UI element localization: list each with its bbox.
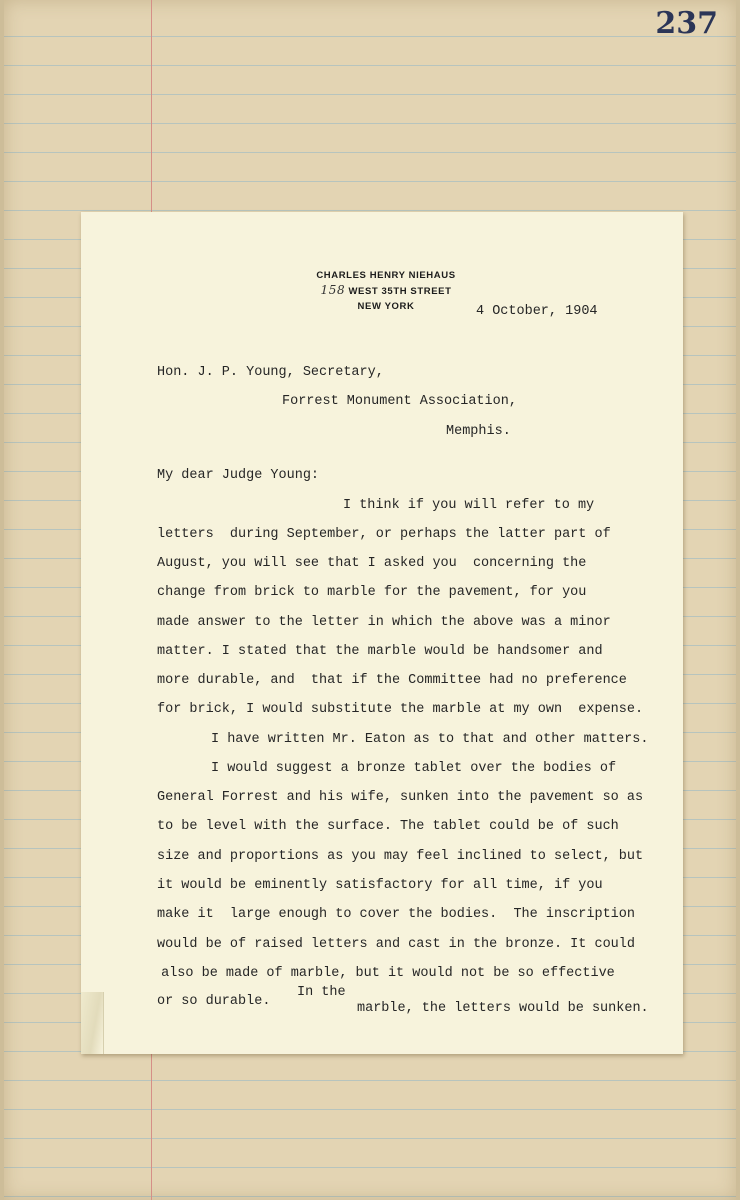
body-line: make it large enough to cover the bodies. The inscription [157,907,635,922]
letterhead [311,268,461,314]
letterhead-street-line [311,283,461,299]
handwritten-street-number: 158 [320,283,346,297]
body-line: for brick, I would substitute the marble at my own expense. [157,702,644,717]
body-line: also be made of marble, but it would not be so effective [153,966,615,981]
body-line: matter. I stated that the marble would be handsomer and [157,644,603,659]
body-line: change from brick to marble for the pavement, for you [157,585,587,600]
body-line: more durable, and that if the Committee had no preference [157,673,627,688]
recipient-line-3: Memphis. [446,424,511,439]
body-line: I have written Mr. Eaton as to that and other matters. [211,732,649,747]
body-line: August, you will see that I asked you concerning the [157,556,587,571]
letter-date: 4 October, 1904 [476,304,598,319]
salutation: My dear Judge Young: [157,468,320,483]
folded-paper-corner [81,992,104,1054]
letterhead-street: WEST 35TH STREET [348,286,452,297]
body-line: to be level with the surface. The tablet could be of such [157,819,619,834]
letterhead-city: NEW YORK [357,301,415,312]
body-line: letters during September, or perhaps the latter part of [157,527,611,542]
typed-letter [81,212,683,1054]
body-line: it would be eminently satisfactory for all time, if you [157,878,603,893]
page-number: 237 [655,6,718,41]
body-line: I think if you will refer to my [343,498,595,513]
body-line: size and proportions as you may feel inclined to select, but [157,849,644,864]
body-line: would be of raised letters and cast in the bronze. It could [157,937,635,952]
letterhead-name: CHARLES HENRY NIEHAUS [316,270,456,281]
body-line: I would suggest a bronze tablet over the bodies of [211,761,617,776]
body-line: In the [297,985,346,1000]
body-line: or so durable. [157,994,271,1009]
body-line: made answer to the letter in which the above was a minor [157,615,611,630]
recipient-line-2: Forrest Monument Association, [282,394,517,409]
recipient-line-1: Hon. J. P. Young, Secretary, [157,365,384,380]
body-line: General Forrest and his wife, sunken into the pavement so as [157,790,644,805]
body-line: marble, the letters would be sunken. [357,1001,649,1016]
